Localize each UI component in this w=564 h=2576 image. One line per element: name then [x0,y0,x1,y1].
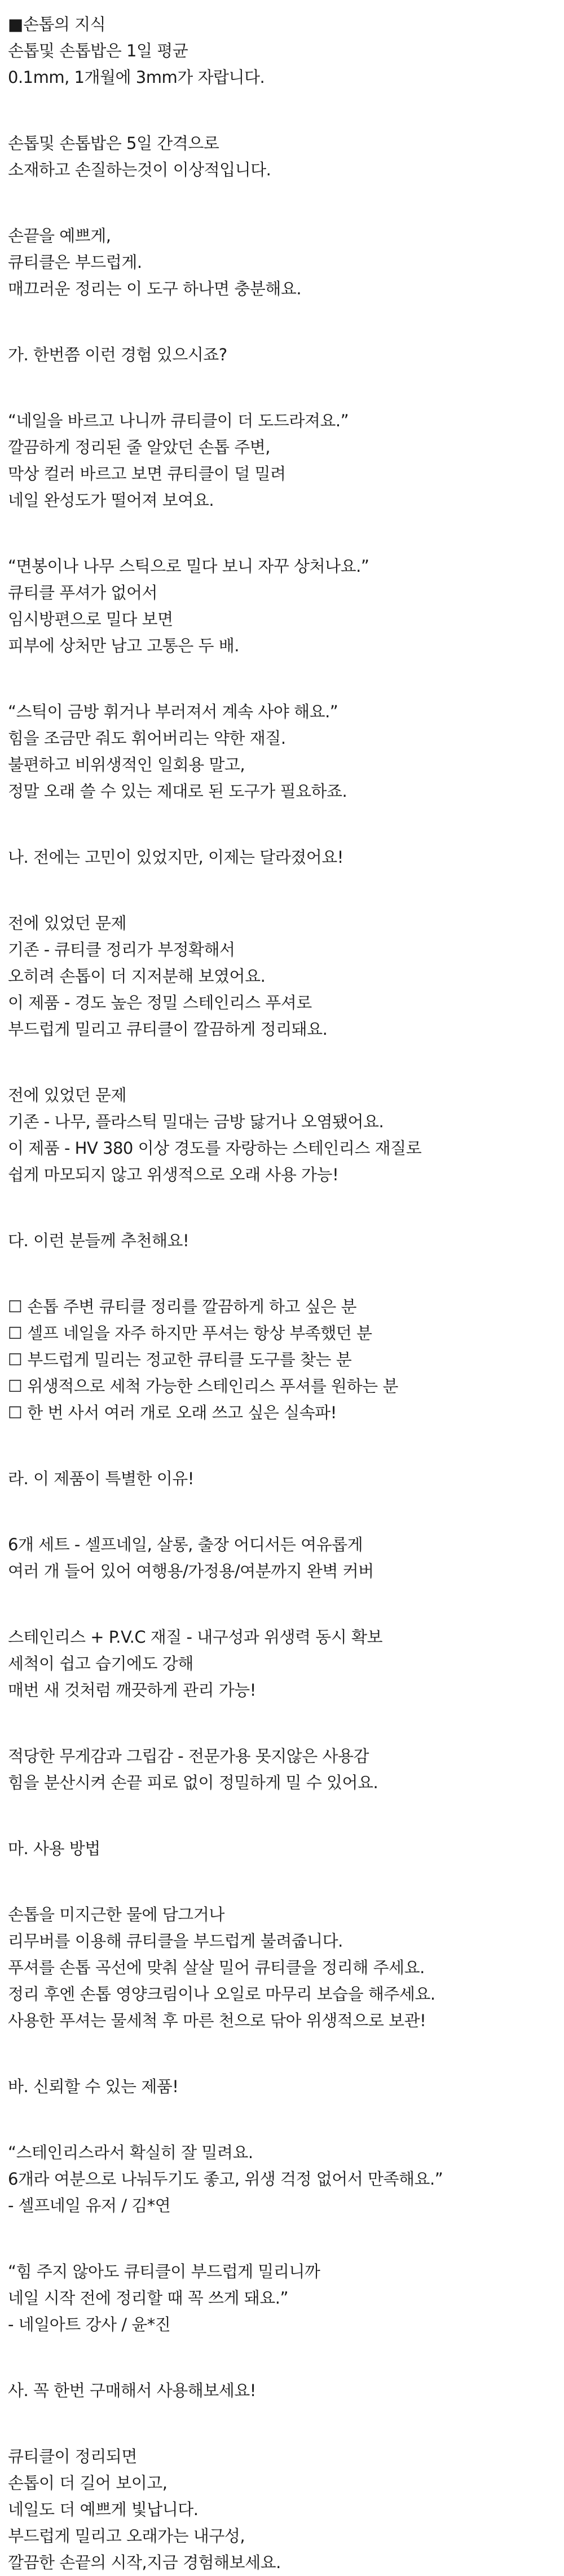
text-line: 손톱을 미지근한 물에 담그거나 [8,1905,224,1924]
text-line: 푸셔를 손톱 곡선에 맞춰 살살 밀어 큐티클을 정리해 주세요. [8,1958,425,1977]
text-line: 스테인리스 + P.V.C 재질 - 내구성과 위생력 동시 확보 [8,1627,383,1647]
text-section [8,1902,564,2034]
text-section [8,1228,564,1254]
text-section [8,342,564,368]
text-line: 손톱및 손톱밥은 1일 평균 [8,41,188,60]
text-line: ☐ 부드럽게 밀리는 정교한 큐티클 도구를 찾는 분 [8,1350,352,1369]
text-line: ☐ 위생적으로 세척 가능한 스테인리스 푸셔를 원하는 분 [8,1377,398,1396]
text-line: 오히려 손톱이 더 지저분해 보였어요. [8,967,266,986]
text-line: 손끝을 예쁘게, [8,226,111,245]
text-section [8,1836,564,1862]
text-line: 손톱이 더 길어 보이고, [8,2473,168,2493]
text-line: 막상 컬러 바르고 보면 큐티클이 덜 밀려 [8,464,286,483]
text-line: 임시방편으로 밀다 보면 [8,610,173,629]
text-line: 라. 이 제품이 특별한 이유! [8,1469,194,1488]
text-line: 여러 개 들어 있어 여행용/가정용/여분까지 완벽 커버 [8,1562,374,1581]
text-line: “면봉이나 나무 스틱으로 밀다 보니 자꾸 상처나요.” [8,557,369,576]
text-line: ■손톱의 지식 [8,15,106,34]
text-line: “스틱이 금방 휘거나 부러져서 계속 사야 해요.” [8,702,338,721]
text-line: 기존 - 나무, 플라스틱 밀대는 금방 닳거나 오염됐어요. [8,1112,384,1131]
text-line: 정리 후엔 손톱 영양크림이나 오일로 마무리 보습을 해주세요. [8,1984,435,2004]
text-section [8,910,564,1043]
text-line: 네일 시작 전에 정리할 때 꼭 쓰게 돼요.” [8,2288,288,2308]
text-line: 매번 새 것처럼 깨끗하게 관리 가능! [8,1680,256,1700]
text-section [8,2140,564,2219]
text-line: 매끄러운 정리는 이 도구 하나면 충분해요. [8,279,302,298]
text-line: ☐ 셀프 네일을 자주 하지만 푸셔는 항상 부족했던 분 [8,1324,372,1343]
text-line: 나. 전에는 고민이 있었지만, 이제는 달라졌어요! [8,848,343,867]
text-section [8,1624,564,1704]
text-line: 6개 세트 - 셀프네일, 살롱, 출장 어디서든 여유롭게 [8,1535,363,1554]
text-line: 이 제품 - 경도 높은 정밀 스테인리스 푸셔로 [8,993,312,1012]
text-section [8,1082,564,1188]
text-line: 피부에 상처만 남고 고통은 두 배. [8,636,239,655]
text-line: - 네일아트 강사 / 윤*진 [8,2315,171,2334]
text-section [8,1294,564,1426]
text-line: 바. 신뢰할 수 있는 제품! [8,2077,179,2096]
text-line: 소재하고 손질하는것이 이상적입니다. [8,160,271,179]
text-section [8,408,564,514]
text-line: 다. 이런 분들께 추천해요! [8,1231,190,1250]
text-section [8,223,564,302]
text-section [8,2443,564,2576]
text-section [8,844,564,871]
text-section [8,1466,564,1492]
text-line: 전에 있었던 문제 [8,914,127,933]
text-section [8,1532,564,1585]
text-line: - 셀프네일 유저 / 김*연 [8,2196,171,2215]
text-line: 깔끔하게 정리된 줄 알았던 손톱 주변, [8,438,271,457]
text-line: 세척이 쉽고 습기에도 강해 [8,1654,193,1673]
text-line: 사용한 푸셔는 물세척 후 마른 천으로 닦아 위생적으로 보관! [8,2011,426,2030]
text-line: ☐ 손톱 주변 큐티클 정리를 깔끔하게 하고 싶은 분 [8,1297,357,1316]
text-line: ☐ 한 번 사서 여러 개로 오래 쓰고 싶은 실속파! [8,1403,337,1422]
text-line: 적당한 무게감과 그립감 - 전문가용 못지않은 사용감 [8,1746,369,1766]
text-line: 손톱및 손톱밥은 5일 간격으로 [8,134,219,153]
text-line: 깔끔한 손끝의 시작,지금 경험해보세요. [8,2553,281,2572]
text-line: “힘 주지 않아도 큐티클이 부드럽게 밀리니까 [8,2262,320,2281]
text-line: 정말 오래 쓸 수 있는 제대로 된 도구가 필요하죠. [8,782,347,801]
text-line: 0.1mm, 1개월에 3mm가 자랍니다. [8,68,265,87]
text-section [8,699,564,805]
text-line: 리무버를 이용해 큐티클을 부드럽게 불려줍니다. [8,1931,343,1951]
text-section [8,553,564,659]
text-line: 6개라 여분으로 나눠두기도 좋고, 위생 걱정 없어서 만족해요.” [8,2169,443,2189]
text-section [8,2074,564,2100]
text-line: 네일 완성도가 떨어져 보여요. [8,491,214,510]
text-line: 마. 사용 방법 [8,1839,100,1858]
text-section [8,2377,564,2404]
text-line: “스테인리스라서 확실히 잘 밀려요. [8,2143,253,2162]
text-line: 이 제품 - HV 380 이상 경도를 자랑하는 스테인리스 재질로 [8,1139,422,1158]
text-line: 가. 한번쯤 이런 경험 있으시죠? [8,345,227,364]
text-line: 전에 있었던 문제 [8,1086,127,1105]
text-line: 큐티클 푸셔가 없어서 [8,583,158,602]
text-line: 큐티클은 부드럽게. [8,253,142,272]
text-line: 힘을 조금만 줘도 휘어버리는 약한 재질. [8,729,286,748]
text-line: 부드럽게 밀리고 큐티클이 깔끔하게 정리돼요. [8,1020,328,1039]
text-line: “네일을 바르고 나니까 큐티클이 더 도드라져요.” [8,411,349,430]
text-section [8,1743,564,1796]
text-line: 부드럽게 밀리고 오래가는 내구성, [8,2526,245,2546]
text-section [8,130,564,183]
text-line: 기존 - 큐티클 정리가 부정확해서 [8,940,235,959]
text-line: 힘을 분산시켜 손끝 피로 없이 정밀하게 밀 수 있어요. [8,1773,378,1792]
text-line: 사. 꼭 한번 구매해서 사용해보세요! [8,2381,256,2400]
text-line: 네일도 더 예쁘게 빛납니다. [8,2500,199,2519]
text-line: 쉽게 마모되지 않고 위생적으로 오래 사용 가능! [8,1165,339,1184]
text-section [8,11,564,91]
text-line: 큐티클이 정리되면 [8,2447,137,2466]
text-line: 불편하고 비위생적인 일회용 말고, [8,755,245,774]
text-section [8,2259,564,2338]
